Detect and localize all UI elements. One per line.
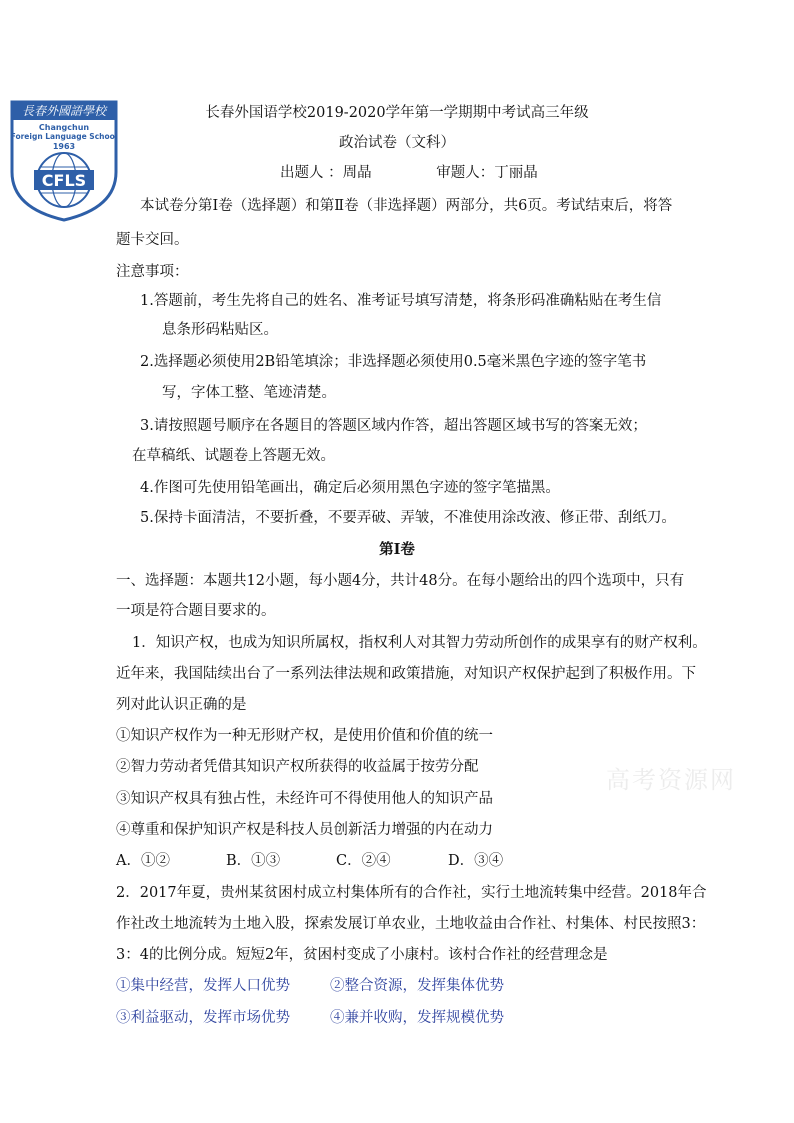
logo-year: 1963 <box>52 142 76 151</box>
note-2-b: 写，字体工整、笔迹清楚。 <box>162 385 336 401</box>
note-3-a: 3.请按照题号顺序在各题目的答题区域内作答，超出答题区域书写的答案无效； <box>140 418 647 434</box>
q1-option-3: ③知识产权具有独占性，未经许可不得使用他人的知识产品 <box>116 791 493 807</box>
reviewer-label: 审题人：丁丽晶 <box>436 165 538 181</box>
logo-abbr: CFLS <box>41 171 87 190</box>
q1-line-1: 1．知识产权，也成为知识所属权，指权利人对其智力劳动所创作的成果享有的财产权利。 <box>132 635 707 651</box>
watermark: 高考资源网 <box>606 766 736 794</box>
author-row <box>280 163 538 183</box>
note-5: 5.保持卡面清洁，不要折叠，不要弄破、弄皱，不准使用涂改液、修正带、刮纸刀。 <box>140 510 676 526</box>
note-3-b: 在草稿纸、试题卷上答题无效。 <box>132 448 335 464</box>
logo-en-2: Foreign Language School <box>10 132 118 141</box>
q1-option-1: ①知识产权作为一种无形财产权，是使用价值和价值的统一 <box>116 728 493 744</box>
q1-option-2: ②智力劳动者凭借其知识产权所获得的收益属于按劳分配 <box>116 759 479 775</box>
exam-subtitle: 政治试卷（文科） <box>339 135 455 151</box>
q1-answer-d: D．③④ <box>448 853 504 869</box>
notes-heading: 注意事项： <box>116 264 189 280</box>
author-label: 出题人 ：周晶 <box>280 165 372 181</box>
q1-option-4: ④尊重和保护知识产权是科技人员创新活力增强的内在动力 <box>116 822 493 838</box>
q2-line-3: 3：4的比例分成。短短2年，贫困村变成了小康村。该村合作社的经营理念是 <box>116 947 608 963</box>
q2-option-2: ②整合资源，发挥集体优势 <box>330 978 504 994</box>
q2-line-2: 作社改土地流转为土地入股，探索发展订单农业，土地收益由合作社、村集体、村民按照3： <box>116 916 706 932</box>
q1-answer-b: B．①③ <box>226 853 281 869</box>
logo-en-1: Changchun <box>38 123 90 132</box>
q2-option-4: ④兼并收购，发挥规模优势 <box>330 1010 504 1026</box>
q2-line-1: 2．2017年夏，贵州某贫困村成立村集体所有的合作社，实行土地流转集中经营。2018年合 <box>116 885 707 901</box>
section-instruction-a: 一、选择题：本题共12小题，每小题4分，共计48分。在每小题给出的四个选项中，只有 <box>116 573 685 589</box>
q1-line-2: 近年来，我国陆续出台了一系列法律法规和政策措施，对知识产权保护起到了积极作用。下 <box>116 666 696 682</box>
logo-school-cn: 長春外國語學校 <box>21 104 107 118</box>
q1-line-3: 列对此认识正确的是 <box>116 697 247 713</box>
section-title: 第Ⅰ卷 <box>379 541 415 558</box>
section-instruction-b: 一项是符合题目要求的。 <box>116 603 276 619</box>
q2-option-3: ③利益驱动，发挥市场优势 <box>116 1010 290 1026</box>
q2-option-1: ①集中经营，发挥人口优势 <box>116 978 290 994</box>
exam-title: 长春外国语学校2019-2020学年第一学期期中考试高三年级 <box>205 105 589 121</box>
note-1-a: 1.答题前，考生先将自己的姓名、准考证号填写清楚，将条形码准确粘贴在考生信 <box>140 293 662 309</box>
note-2-a: 2.选择题必须使用2B铅笔填涂；非选择题必须使用0.5毫米黑色字迹的签字笔书 <box>140 354 647 370</box>
intro-line-2: 题卡交回。 <box>116 232 189 248</box>
note-1-b: 息条形码粘贴区。 <box>162 322 278 338</box>
q1-answer-a: A．①② <box>116 853 170 869</box>
intro-line-1: 本试卷分第Ⅰ卷（选择题）和第Ⅱ卷（非选择题）两部分，共6页。考试结束后，将答 <box>140 198 673 214</box>
q1-answer-c: C．②④ <box>336 853 391 869</box>
note-4: 4.作图可先使用铅笔画出，确定后必须用黑色字迹的签字笔描黑。 <box>140 480 560 496</box>
